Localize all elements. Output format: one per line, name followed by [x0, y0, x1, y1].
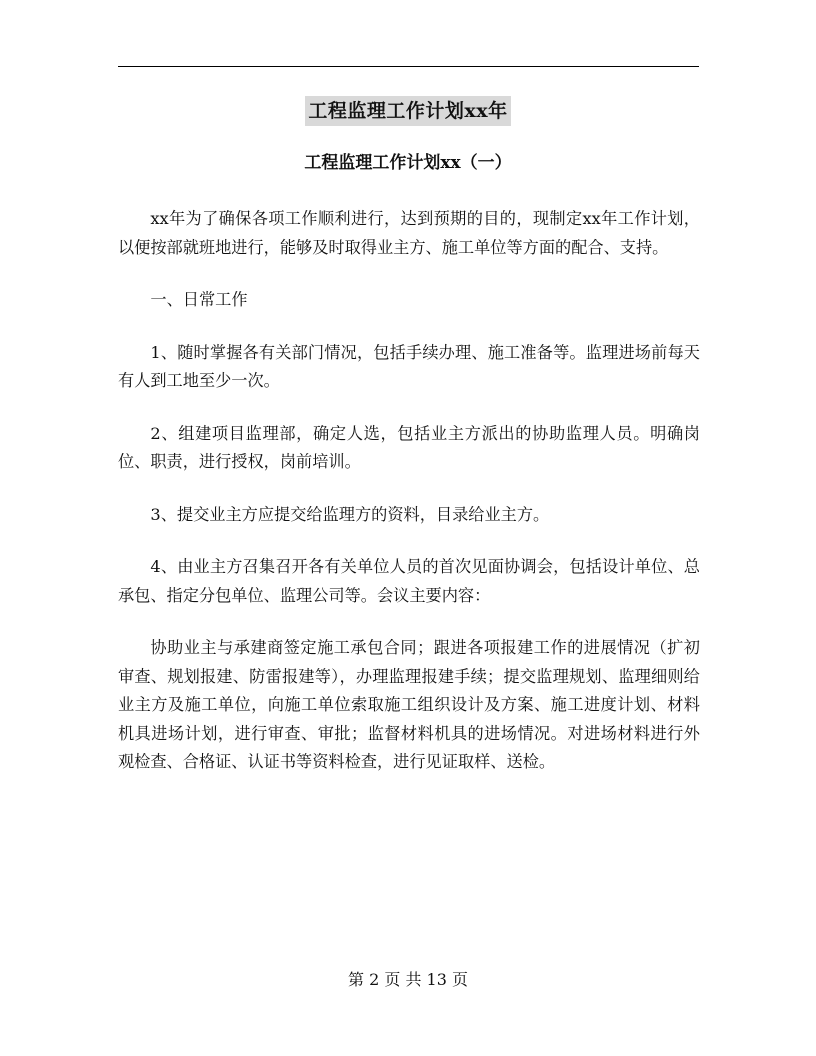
- page-footer: 第 2 页 共 13 页: [348, 970, 468, 989]
- paragraph-item-2: 2、组建项目监理部，确定人选，包括业主方派出的协助监理人员。明确岗位、职责，进行授权，岗前培训。: [118, 423, 700, 471]
- paragraph-item-3: 3、提交业主方应提交给监理方的资料，目录给业主方。: [150, 504, 550, 524]
- header-rule: [118, 66, 699, 67]
- document-subtitle: 工程监理工作计划xx（一）: [304, 153, 512, 173]
- paragraph-item-1: 1、随时掌握各有关部门情况，包括手续办理、施工准备等。监理进场前每天有人到工地至少一次。: [118, 342, 700, 390]
- document-body: [118, 205, 700, 801]
- section-heading-daily-work: 一、日常工作: [150, 290, 248, 309]
- paragraph-meeting-content: 协助业主与承建商签定施工承包合同；跟进各项报建工作的进展情况（扩初审查、规划报建、防雷报建等），办理监理报建手续；提交监理规划、监理细则给业主方及施工单位，向施工单位索取施工组织设计及方案、施工进度计划、材料机具进场计划，进行审查、审批；监督材料机具的进场情况。对进场材料进行外观检查、合格证、认证书等资料检查，进行见证取样、送检。: [118, 638, 700, 771]
- paragraph-intro: xx年为了确保各项工作顺利进行，达到预期的目的，现制定xx年工作计划，以便按部就班地进行，能够及时取得业主方、施工单位等方面的配合、支持。: [118, 209, 700, 257]
- title-container: [0, 96, 816, 126]
- document-title: 工程监理工作计划xx年: [305, 96, 510, 126]
- paragraph-item-4: 4、由业主方召集召开各有关单位人员的首次见面协调会，包括设计单位、总承包、指定分包单位、监理公司等。会议主要内容：: [118, 557, 700, 605]
